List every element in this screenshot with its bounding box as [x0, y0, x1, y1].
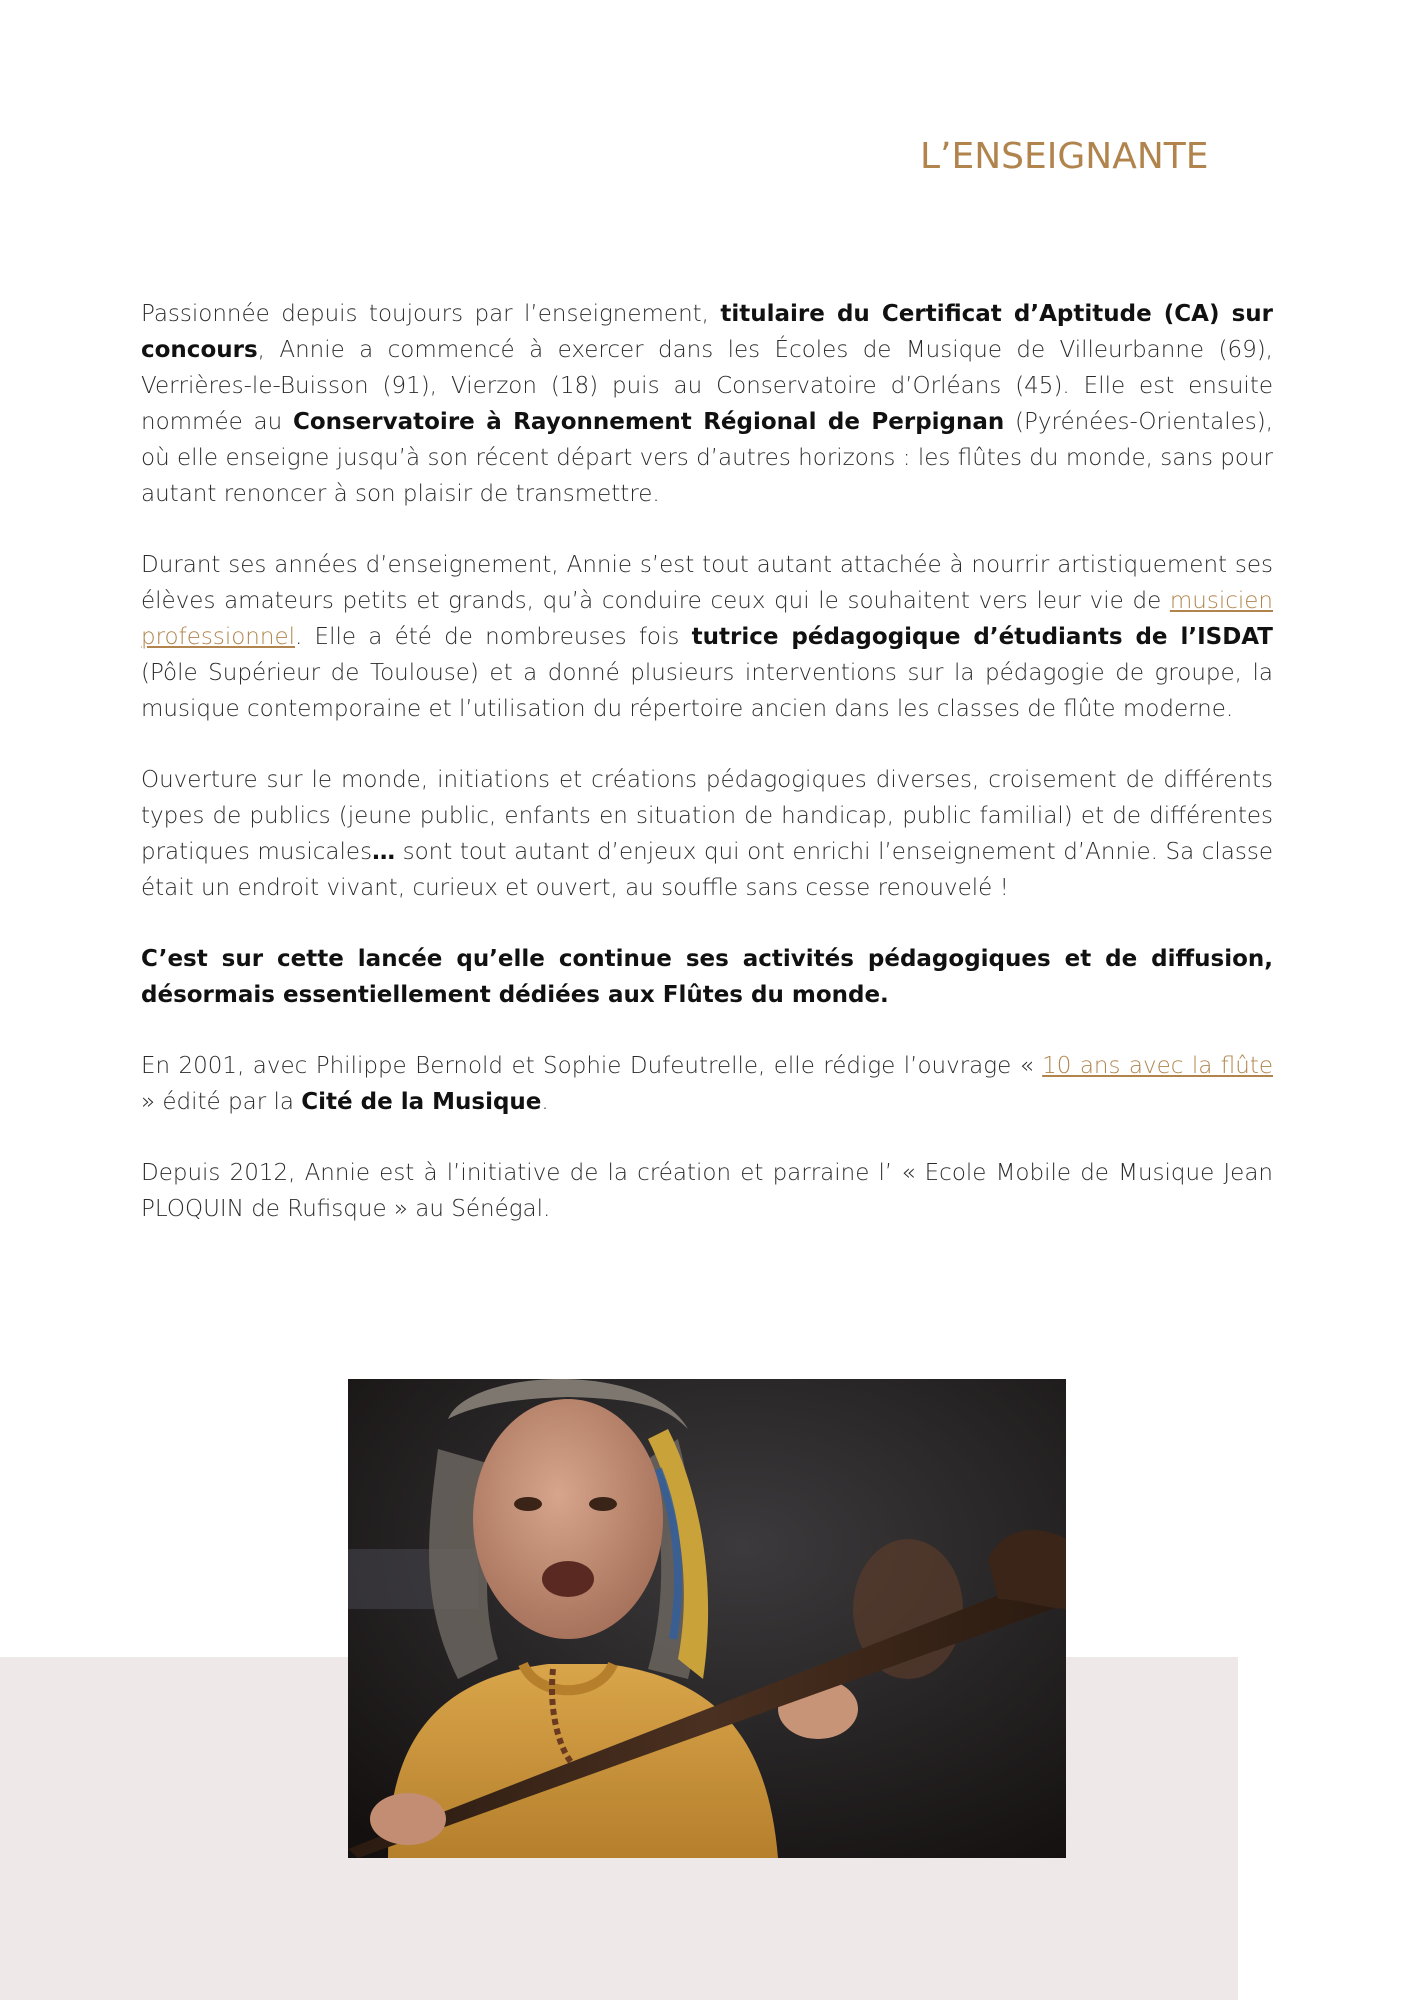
bold-certificate: titulaire du Certificat d’Aptitude (CA) sur concours: [141, 301, 1273, 363]
paragraph-flutes-du-monde: C’est sur cette lancée qu’elle continue ses activités pédagogiques et de diffusion, désormais essentiellement dédiées aux Flûtes du monde.: [141, 946, 1273, 1008]
bold-conservatoire: Conservatoire à Rayonnement Régional de Perpignan: [292, 409, 1005, 435]
paragraph-teaching-career: Passionnée depuis toujours par l’enseignement, titulaire du Certificat d’Aptitude (CA) sur concours, Annie a commencé à exercer dans les Écoles de Musique de Villeurbanne (69), Verrières-le-Buisson (91), Vierzon (18) puis au Conservatoire d’Orléans (45). Elle est ensuite nommée au Conservatoire à Rayonnement Régional de Perpignan (Pyrénées-Orientales), où elle enseigne jusqu’à son récent départ vers d’autres horizons : les flûtes du monde, sans pour autant renoncer à son plaisir de transmettre.: [141, 301, 1273, 507]
bold-cite-musique: Cité de la Musique: [301, 1089, 542, 1115]
face: [473, 1399, 663, 1639]
link-musicien-professionnel[interactable]: musicien professionnel: [141, 588, 1273, 650]
bold-isdat: tutrice pédagogique d’étudiants de l’ISDAT: [691, 624, 1273, 650]
body-text: [141, 296, 1273, 1262]
link-10-ans-avec-la-flute[interactable]: 10 ans avec la flûte: [1042, 1053, 1273, 1079]
photo-illustration: [348, 1379, 1066, 1858]
paragraph-senegal: Depuis 2012, Annie est à l’initiative de la création et parraine l’ « Ecole Mobile de Musique Jean PLOQUIN de Rufisque » au Sénégal.: [141, 1160, 1273, 1222]
paragraph-openness: Ouverture sur le monde, initiations et créations pédagogiques diverses, croisement de différents types de publics (jeune public, enfants en situation de handicap, public familial) et de différentes pratiques musicales… sont tout autant d’enjeux qui ont enrichi l’enseignement d’Annie. Sa classe était un endroit vivant, curieux et ouvert, au souffle sans cesse renouvelé !: [141, 767, 1273, 901]
portrait-photo: [348, 1379, 1066, 1858]
paragraph-students: Durant ses années d’enseignement, Annie s’est tout autant attachée à nourrir artistiquement ses élèves amateurs petits et grands, qu’à conduire ceux qui le souhaitent vers leur vie de musicien professionnel. Elle a été de nombreuses fois tutrice pédagogique d’étudiants de l’ISDAT (Pôle Supérieur de Toulouse) et a donné plusieurs interventions sur la pédagogie de groupe, la musique contemporaine et l’utilisation du répertoire ancien dans les classes de flûte moderne.: [141, 552, 1273, 722]
paragraph-book: En 2001, avec Philippe Bernold et Sophie Dufeutrelle, elle rédige l’ouvrage « 10 ans avec la flûte » édité par la Cité de la Musique.: [141, 1053, 1273, 1115]
page-title: L’ENSEIGNANTE: [920, 136, 1209, 177]
